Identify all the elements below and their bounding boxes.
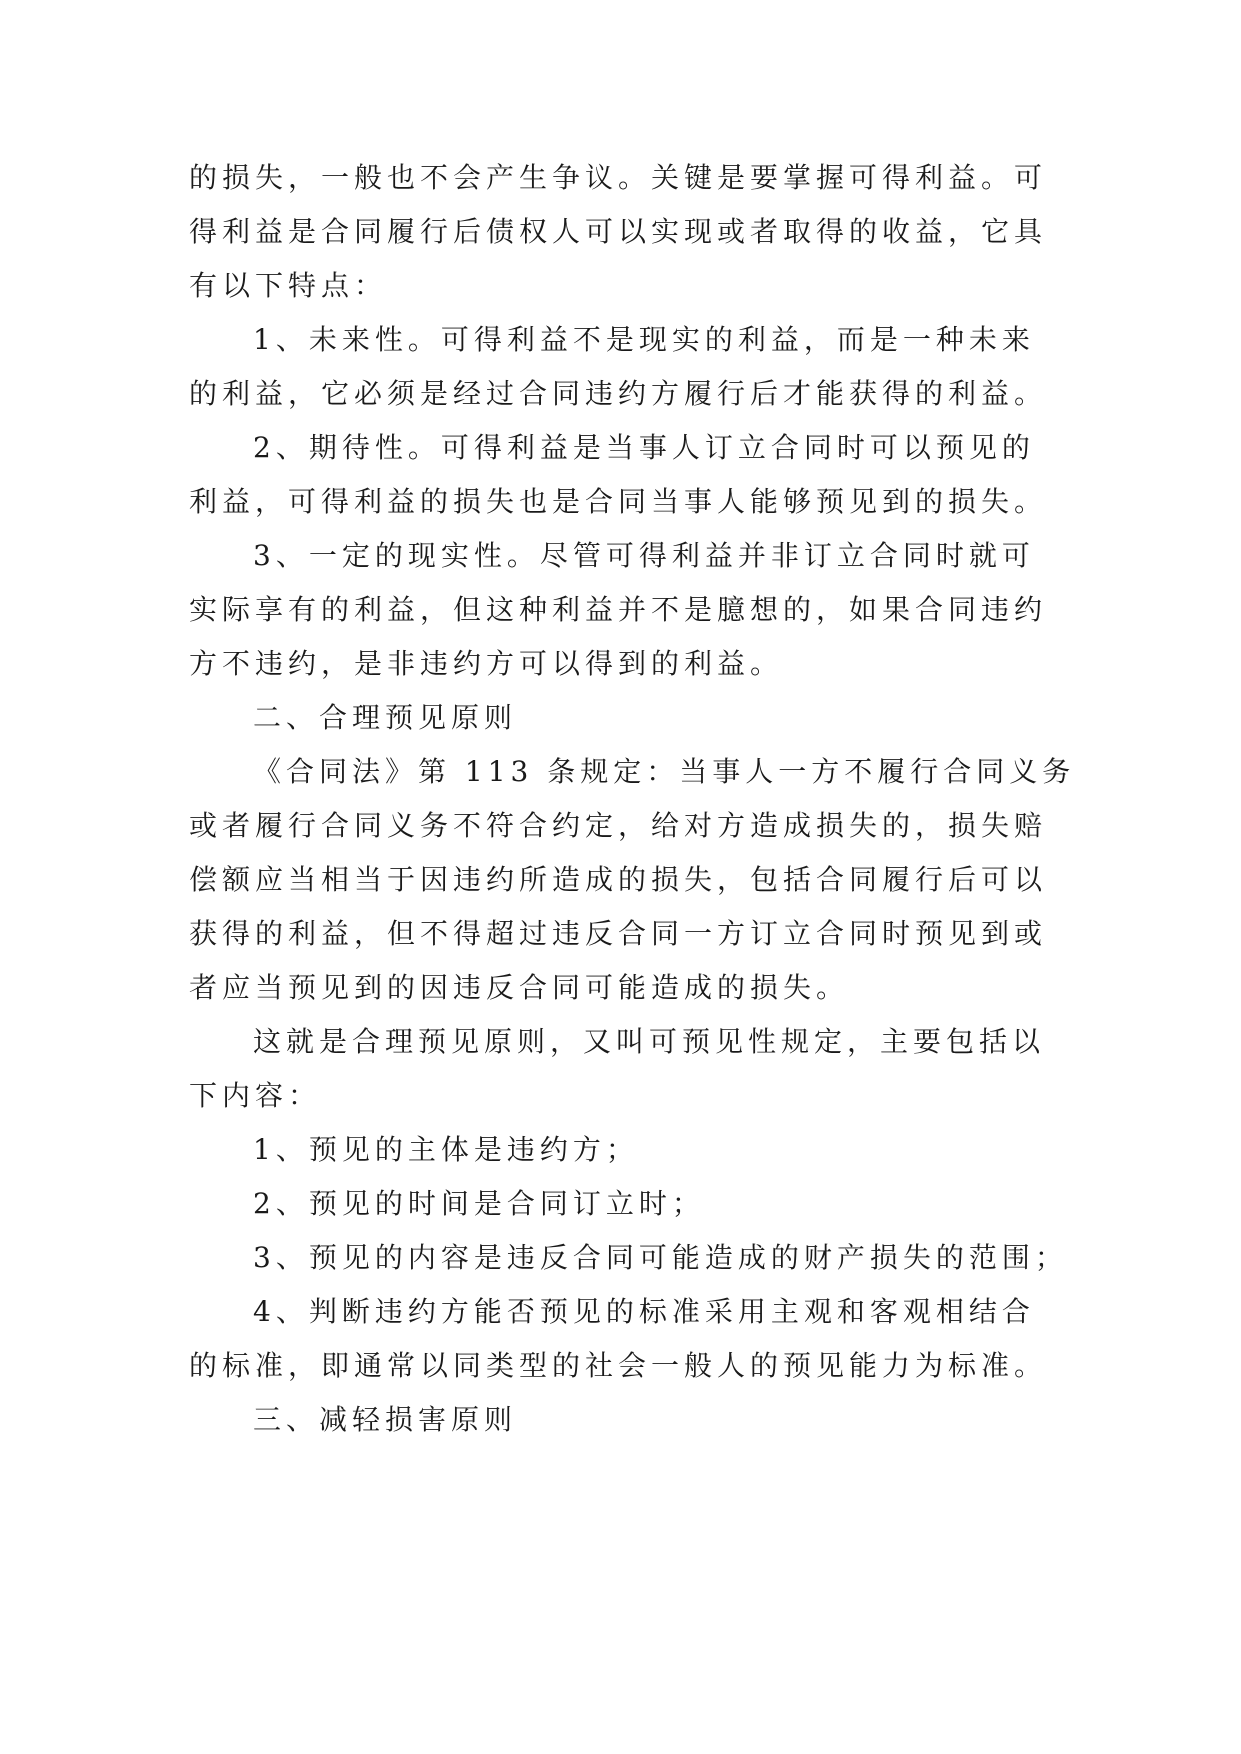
list-item-reality: 3、一定的现实性。尽管可得利益并非订立合同时就可 [253, 539, 1035, 572]
section-heading-mitigation: 三、减轻损害原则 [253, 1403, 518, 1436]
paragraph-line: 的利益，它必须是经过合同违约方履行后才能获得的利益。 [189, 377, 1048, 410]
paragraph-line: 下内容： [189, 1079, 322, 1112]
list-item-expectation: 2、期待性。可得利益是当事人订立合同时可以预见的 [253, 431, 1035, 464]
paragraph-line: 实际享有的利益，但这种利益并不是臆想的，如果合同违约 [189, 593, 1048, 626]
list-item-future: 1、未来性。可得利益不是现实的利益，而是一种未来 [253, 323, 1035, 356]
list-item-time: 2、预见的时间是合同订立时； [253, 1187, 705, 1220]
list-item-subject: 1、预见的主体是违约方； [253, 1133, 639, 1166]
paragraph-line: 《合同法》第 113 条规定：当事人一方不履行合同义务 [253, 755, 1076, 788]
paragraph-line: 有以下特点： [189, 269, 388, 302]
section-heading-foreseeability: 二、合理预见原则 [253, 701, 518, 734]
paragraph-line: 的损失，一般也不会产生争议。关键是要掌握可得利益。可 [189, 161, 1048, 194]
paragraph-line: 方不违约，是非违约方可以得到的利益。 [189, 647, 784, 680]
paragraph-line: 获得的利益，但不得超过违反合同一方订立合同时预见到或 [189, 917, 1048, 950]
paragraph-line: 这就是合理预见原则，又叫可预见性规定，主要包括以 [253, 1025, 1046, 1058]
paragraph-line: 或者履行合同义务不符合约定，给对方造成损失的，损失赔 [189, 809, 1048, 842]
paragraph-line: 偿额应当相当于因违约所造成的损失，包括合同履行后可以 [189, 863, 1048, 896]
paragraph-line: 得利益是合同履行后债权人可以实现或者取得的收益，它具 [189, 215, 1048, 248]
paragraph-line: 者应当预见到的因违反合同可能造成的损失。 [189, 971, 850, 1004]
list-item-standard: 4、判断违约方能否预见的标准采用主观和客观相结合 [253, 1295, 1035, 1328]
list-item-content: 3、预见的内容是违反合同可能造成的财产损失的范围； [253, 1241, 1068, 1274]
paragraph-line: 利益，可得利益的损失也是合同当事人能够预见到的损失。 [189, 485, 1048, 518]
paragraph-line: 的标准，即通常以同类型的社会一般人的预见能力为标准。 [189, 1349, 1048, 1382]
